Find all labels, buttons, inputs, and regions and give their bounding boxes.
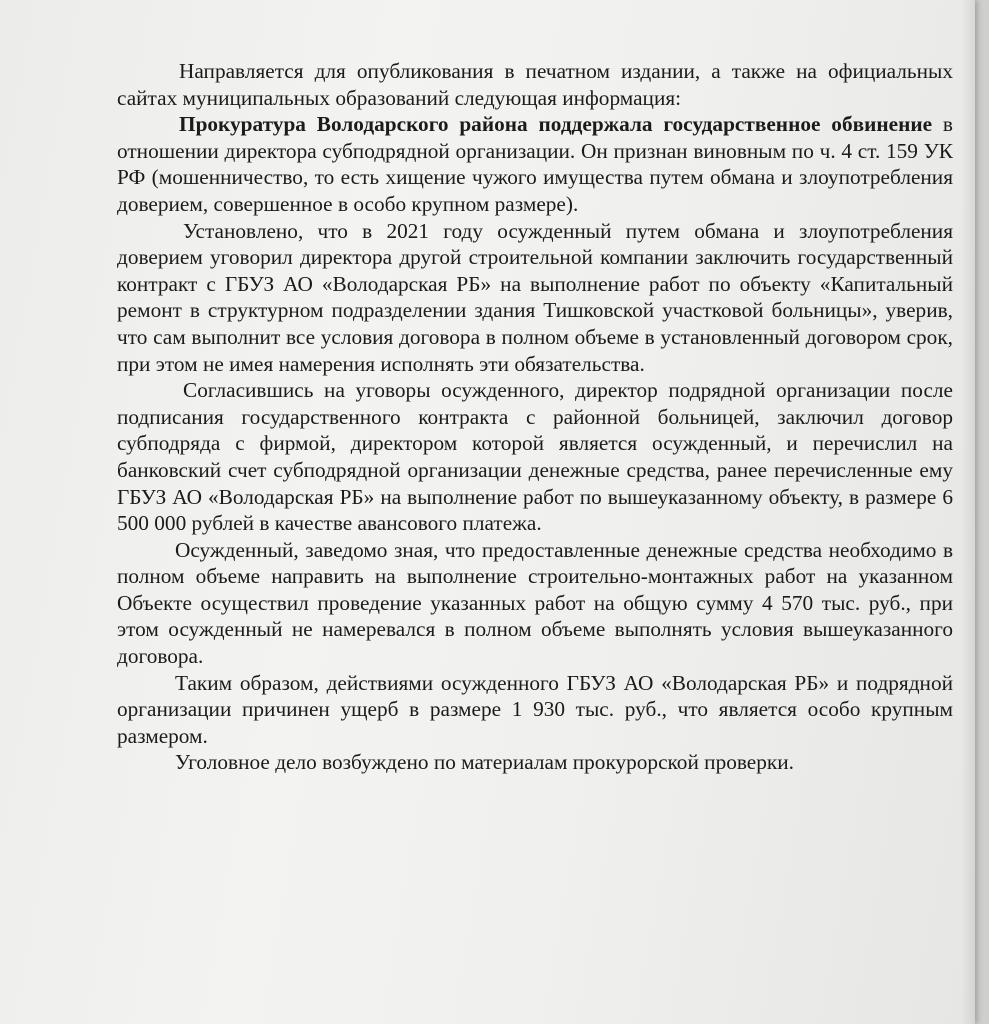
intro-paragraph: Направляется для опубликования в печатном издании, а также на официальных сайтах муниципальных образований следующая информация: [117, 59, 953, 110]
paragraph-damage: Таким образом, действиями осужденного ГБУЗ АО «Володарская РБ» и подрядной организации причинен ущерб в размере 1 930 тыс. руб., что является особо крупным размером. [117, 670, 953, 748]
paragraph-criminal-case: Уголовное дело возбуждено по материалам прокурорской проверки. [175, 750, 794, 775]
paragraph-works: Осужденный, заведомо зная, что предоставленные денежные средства необходимо в полном объеме направить на выполнение строительно-монтажных работ на указанном Объекте осуществил проведение указанных работ на общую сумму 4 570 тыс. руб., при этом осужденный не намеревался в полном объеме выполнять условия вышеуказанного договора. [117, 537, 953, 669]
paragraph-subcontract: Согласившись на уговоры осужденного, директор подрядной организации после подписания государственного контракта с районной больницей, заключил договор субподряда с фирмой, директором которой является осужденный, и перечислил на банковский счет субподрядной организации денежные средства, ранее перечисленные ему ГБУЗ АО «Володарская РБ» на выполнение работ по вышеуказанному объекту, в размере 6 500 000 рублей в качестве авансового платежа. [117, 378, 953, 536]
lead-bold-text: Прокуратура Володарского района поддержала государственное обвинение [179, 112, 933, 137]
paragraph-established: Установлено, что в 2021 году осужденный путем обмана и злоупотребления доверием уговорил директора другой строительной компании заключить государственный контракт с ГБУЗ АО «Володарская РБ» на выполнение работ по объекту «Капитальный ремонт в структурном подразделении здания Тишковской участковой больницы», уверив, что сам выполнит все условия договора в полном объеме в установленный договором срок, при этом не имея намерения исполнять эти обязательства. [117, 218, 953, 376]
lead-paragraph [117, 111, 953, 217]
lead-rest-text: в отношении директора субподрядной организации. Он признан виновным по ч. 4 ст. 159 УК РФ (мошенничество, то есть хищение чужого имущества путем обмана и злоупотребления доверием, совершенное в особо крупном размере). [117, 112, 953, 216]
document-body [117, 58, 953, 776]
